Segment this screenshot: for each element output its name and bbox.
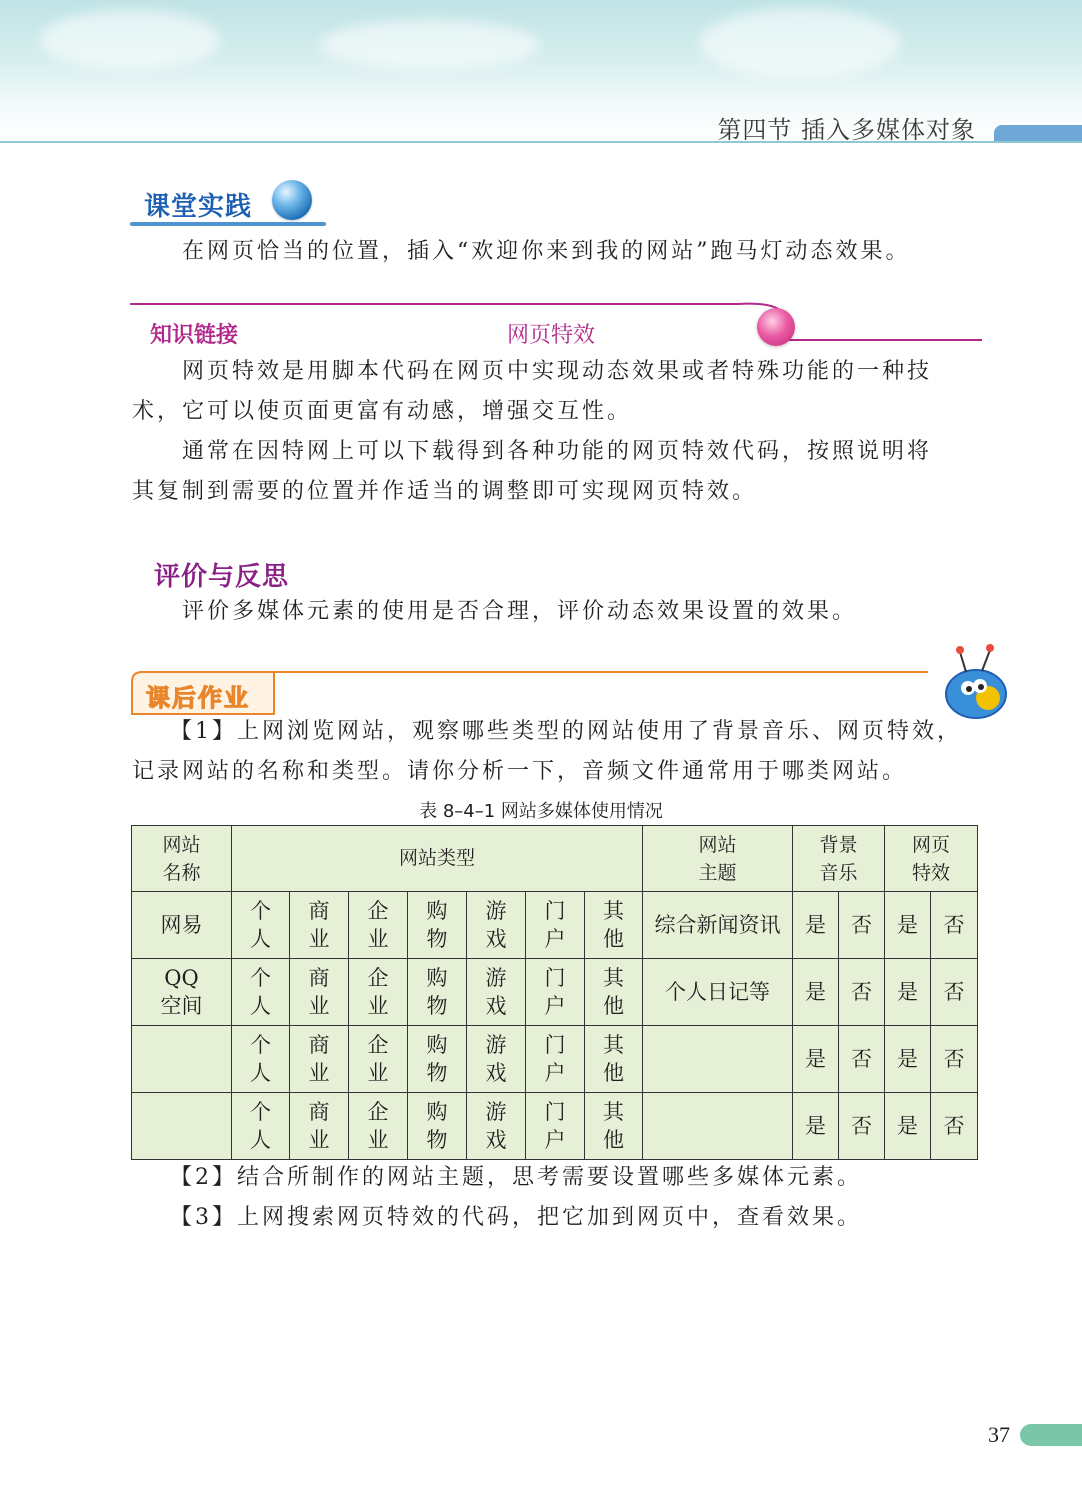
cell-site-type-option: 企业: [349, 892, 408, 959]
page-tab: [1020, 1424, 1082, 1446]
section-tab: [994, 125, 1082, 141]
table-row: [132, 1026, 978, 1093]
knowledge-p1-line2: 术，它可以使页面更富有动感，增强交互性。: [132, 399, 633, 424]
homework-heading: 课后作业: [146, 684, 250, 712]
cell-site-type-option: 游戏: [467, 959, 526, 1026]
cell-site-type-option: 门户: [526, 959, 585, 1026]
header-site-theme: 网站主题: [643, 826, 793, 892]
homework-item3: 【3】上网搜索网页特效的代码，把它加到网页中，查看效果。: [170, 1205, 862, 1230]
cell-music-yes: 是: [793, 959, 839, 1026]
cell-site-type-option: 商业: [290, 1093, 349, 1160]
cell-site-theme: 个人日记等: [643, 959, 793, 1026]
cell-site-type-option: 企业: [349, 1093, 408, 1160]
practice-heading: 课堂实践: [144, 192, 253, 222]
table-caption: 表 8–4–1 网站多媒体使用情况: [419, 801, 663, 822]
cell-site-type-option: 个人: [232, 1026, 290, 1093]
homework-frame: [128, 660, 958, 720]
cell-site-type-option: 其他: [585, 1026, 643, 1093]
header-bg-music: 背景音乐: [793, 826, 885, 892]
knowledge-p1-line1: 网页特效是用脚本代码在网页中实现动态效果或者特殊功能的一种技: [182, 359, 933, 384]
cell-site-type-option: 游戏: [467, 1093, 526, 1160]
evaluation-heading: 评价与反思: [154, 562, 290, 592]
section-title: 第四节 插入多媒体对象: [717, 116, 976, 144]
cell-site-name: [132, 1026, 232, 1093]
cell-music-yes: 是: [793, 1093, 839, 1160]
cell-site-type-option: 商业: [290, 892, 349, 959]
practice-text: 在网页恰当的位置，插入“欢迎你来到我的网站”跑马灯动态效果。: [182, 239, 911, 264]
cell-site-type-option: 个人: [232, 892, 290, 959]
cell-music-no: 否: [839, 1093, 885, 1160]
cell-effects-no: 否: [931, 1026, 978, 1093]
cell-music-yes: 是: [793, 892, 839, 959]
cell-site-type-option: 企业: [349, 959, 408, 1026]
cell-site-name: 网易: [132, 892, 232, 959]
page-number: 37: [988, 1422, 1010, 1447]
cell-site-type-option: 其他: [585, 1093, 643, 1160]
cell-site-type-option: 其他: [585, 959, 643, 1026]
cell-site-theme: [643, 1026, 793, 1093]
cell-site-type-option: 购物: [408, 1093, 467, 1160]
cell-music-no: 否: [839, 892, 885, 959]
cell-effects-no: 否: [931, 1093, 978, 1160]
cell-site-type-option: 个人: [232, 959, 290, 1026]
knowledge-topic: 网页特效: [507, 323, 596, 348]
cell-site-name: [132, 1093, 232, 1160]
website-multimedia-table: [131, 825, 978, 1160]
practice-underline: [130, 222, 326, 226]
cell-site-type-option: 个人: [232, 1093, 290, 1160]
homework-item1-line1: 【1】上网浏览网站，观察哪些类型的网站使用了背景音乐、网页特效，: [170, 719, 962, 744]
homework-item2: 【2】结合所制作的网站主题，思考需要设置哪些多媒体元素。: [170, 1165, 862, 1190]
cell-effects-yes: 是: [885, 1093, 931, 1160]
cell-music-yes: 是: [793, 1026, 839, 1093]
table-row: [132, 892, 978, 959]
cell-site-type-option: 商业: [290, 1026, 349, 1093]
knowledge-p2-line1: 通常在因特网上可以下载得到各种功能的网页特效代码，按照说明将: [182, 439, 933, 464]
cell-music-no: 否: [839, 959, 885, 1026]
globe-icon: [272, 180, 312, 220]
cell-effects-yes: 是: [885, 959, 931, 1026]
cell-site-type-option: 购物: [408, 959, 467, 1026]
book-icon: [757, 308, 795, 346]
table-row: [132, 1093, 978, 1160]
header-site-type: 网站类型: [232, 826, 643, 892]
cell-site-type-option: 购物: [408, 1026, 467, 1093]
cell-site-type-option: 游戏: [467, 1026, 526, 1093]
cell-effects-no: 否: [931, 959, 978, 1026]
cell-site-type-option: 门户: [526, 1026, 585, 1093]
cell-site-type-option: 企业: [349, 1026, 408, 1093]
cell-effects-no: 否: [931, 892, 978, 959]
cell-site-type-option: 游戏: [467, 892, 526, 959]
evaluation-text: 评价多媒体元素的使用是否合理，评价动态效果设置的效果。: [182, 599, 858, 624]
header-page-effects: 网页特效: [885, 826, 978, 892]
knowledge-label: 知识链接: [150, 323, 239, 348]
cell-effects-yes: 是: [885, 1026, 931, 1093]
knowledge-p2-line2: 其复制到需要的位置并作适当的调整即可实现网页特效。: [132, 479, 758, 504]
homework-item1-line2: 记录网站的名称和类型。请你分析一下，音频文件通常用于哪类网站。: [132, 759, 908, 784]
cell-music-no: 否: [839, 1026, 885, 1093]
cell-site-type-option: 门户: [526, 1093, 585, 1160]
cell-site-type-option: 门户: [526, 892, 585, 959]
table-row: [132, 959, 978, 1026]
header-site-name: 网站名称: [132, 826, 232, 892]
cell-site-type-option: 其他: [585, 892, 643, 959]
cell-site-type-option: 商业: [290, 959, 349, 1026]
cell-site-name: QQ空间: [132, 959, 232, 1026]
cell-site-theme: 综合新闻资讯: [643, 892, 793, 959]
cell-site-theme: [643, 1093, 793, 1160]
cell-site-type-option: 购物: [408, 892, 467, 959]
cell-effects-yes: 是: [885, 892, 931, 959]
